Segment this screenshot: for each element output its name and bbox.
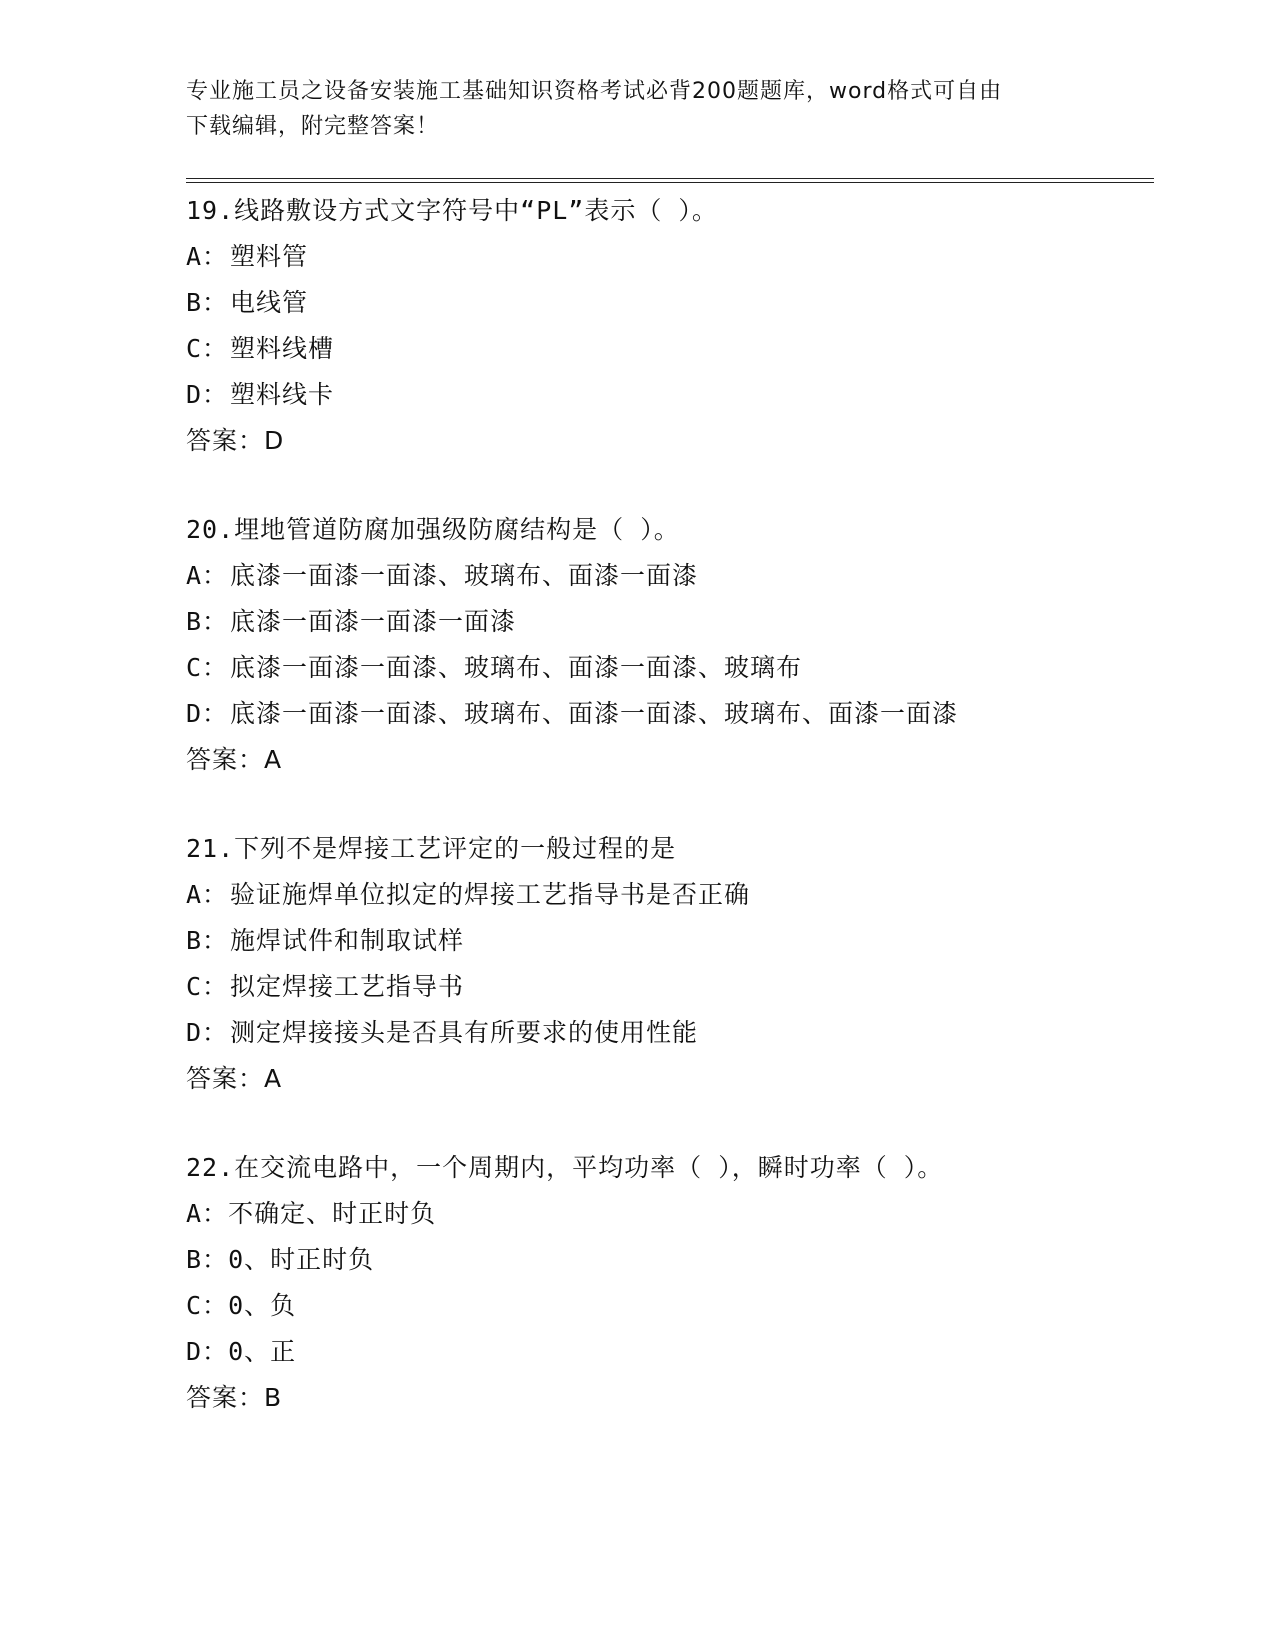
question-stem: 21.下列不是焊接工艺评定的一般过程的是 [186, 834, 677, 863]
question-stem: 19.线路敷设方式文字符号中“PL”表示（ ）。 [186, 196, 718, 225]
question-stem: 20.埋地管道防腐加强级防腐结构是（ ）。 [186, 515, 680, 544]
option-letter: A： [186, 1199, 229, 1228]
option-d [186, 372, 1186, 418]
header-divider-bottom [186, 182, 1154, 183]
option-text: 底漆一面漆一面漆、玻璃布、面漆一面漆、玻璃布、面漆一面漆 [230, 699, 959, 728]
option-text: 底漆一面漆一面漆一面漆 [230, 607, 517, 636]
option-text: 验证施焊单位拟定的焊接工艺指导书是否正确 [230, 880, 751, 909]
option-text: 塑料线卡 [230, 380, 335, 409]
answer: 答案：A [186, 745, 283, 774]
option-letter: B： [186, 1245, 229, 1274]
option-letter: B： [186, 607, 229, 636]
option-letter: D： [186, 1018, 229, 1047]
option-c [186, 1283, 1186, 1329]
option-c [186, 964, 1186, 1010]
answer: 答案：B [186, 1383, 283, 1412]
answer: 答案：A [186, 1064, 283, 1093]
option-d [186, 1010, 1186, 1056]
option-text: 塑料管 [230, 242, 309, 271]
option-text: 拟定焊接工艺指导书 [230, 972, 465, 1001]
option-c [186, 645, 1186, 691]
question-21 [186, 826, 1186, 1102]
option-letter: B： [186, 288, 229, 317]
option-letter: D： [186, 699, 229, 728]
option-a [186, 872, 1186, 918]
option-letter: A： [186, 880, 229, 909]
option-letter: C： [186, 653, 229, 682]
option-letter: D： [186, 1337, 229, 1366]
option-text: 0、时正时负 [228, 1245, 375, 1274]
header-line-2: 下载编辑，附完整答案！ [186, 114, 440, 139]
option-letter: A： [186, 561, 229, 590]
option-d [186, 1329, 1186, 1375]
option-text: 不确定、时正时负 [228, 1199, 437, 1228]
question-22 [186, 1145, 1186, 1421]
option-text: 塑料线槽 [230, 334, 335, 363]
option-text: 施焊试件和制取试样 [230, 926, 465, 955]
question-stem: 22.在交流电路中，一个周期内，平均功率（ ），瞬时功率（ ）。 [186, 1153, 944, 1182]
option-a [186, 234, 1186, 280]
option-letter: A： [186, 242, 229, 271]
option-a [186, 1191, 1186, 1237]
option-b [186, 1237, 1186, 1283]
option-a [186, 553, 1186, 599]
header-divider-top [186, 178, 1154, 179]
option-letter: B： [186, 926, 229, 955]
option-letter: C： [186, 972, 229, 1001]
question-20 [186, 507, 1186, 783]
option-text: 电线管 [230, 288, 309, 317]
option-letter: C： [186, 334, 229, 363]
option-letter: D： [186, 380, 229, 409]
option-text: 0、负 [228, 1291, 297, 1320]
option-b [186, 599, 1186, 645]
option-letter: C： [186, 1291, 229, 1320]
option-b [186, 918, 1186, 964]
header-line-1: 专业施工员之设备安装施工基础知识资格考试必背200题题库，word格式可自由 [186, 79, 1003, 104]
option-text: 底漆一面漆一面漆、玻璃布、面漆一面漆、玻璃布 [230, 653, 803, 682]
option-text: 0、正 [228, 1337, 297, 1366]
option-text: 底漆一面漆一面漆、玻璃布、面漆一面漆 [230, 561, 699, 590]
option-c [186, 326, 1186, 372]
option-b [186, 280, 1186, 326]
document-header [186, 74, 1066, 144]
option-d [186, 691, 1186, 737]
option-text: 测定焊接接头是否具有所要求的使用性能 [230, 1018, 699, 1047]
question-19 [186, 188, 1186, 464]
answer: 答案：D [186, 426, 285, 455]
